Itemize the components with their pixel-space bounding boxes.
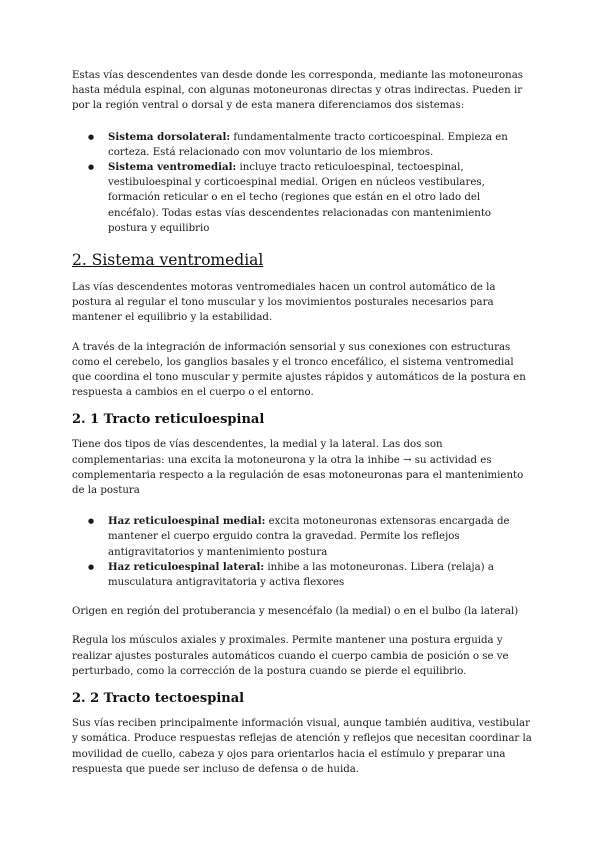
paragraph: Regula los músculos axiales y proximales. Permite mantener una postura erguida y realizar ajustes posturales automáticos cuando el cuerpo cambia de posición o se ve perturbado, como la corrección de la postura cuando se pierde el equilibrio. — [72, 635, 509, 677]
subsection-heading: 2. 2 Tracto tectoespinal — [72, 691, 245, 707]
tracts-list — [72, 514, 532, 590]
paragraph: A través de la integración de información sensorial y sus conexiones con estructuras como el cerebelo, los ganglios basales y el tronco encefálico, el sistema ventromedial que coordina el tono muscular y permite ajustes rápidos y automáticos de la postura en respuesta a cambios en el cuerpo o el entorno. — [72, 341, 526, 399]
list-term: Haz reticuloespinal medial: — [108, 515, 266, 528]
systems-list — [72, 130, 532, 236]
list-text: inhibe a las motoneuronas. Libera (relaja) a musculatura antigravitatoria y activa flexores — [108, 561, 494, 589]
section-heading: 2. Sistema ventromedial — [72, 251, 264, 270]
list-term: Sistema dorsolateral: — [108, 130, 231, 143]
list-term: Sistema ventromedial: — [108, 161, 237, 174]
paragraph: Sus vías reciben principalmente información visual, aunque también auditiva, vestibular y somática. Produce respuestas reflejas de atención y reflejos que necesitan coordinar la movilidad de cuello, cabeza y ojos para orientarlos hacia el estímulo y preparar una respuesta que puede ser incluso de defensa o de huida. — [72, 718, 532, 775]
list-item — [72, 160, 532, 236]
list-item — [72, 130, 532, 160]
document-page — [72, 68, 532, 777]
list-term: Haz reticuloespinal lateral: — [108, 560, 265, 573]
paragraph: Tiene dos tipos de vías descendentes, la medial y la lateral. Las dos son complementarias: una excita la motoneurona y la otra la inhibe → su actividad es complementaria respecto a la regulación de esas motoneuronas para el mantenimiento de la postura — [72, 439, 524, 497]
paragraph: Origen en región del protuberancia y mesencéfalo (la medial) o en el bulbo (la lateral) — [72, 606, 519, 618]
list-text: excita motoneuronas extensoras encargada de mantener el cuerpo erguido contra la gravedad. Permite los reflejos antigravitatorios y mantenimiento postura — [108, 516, 510, 558]
list-item — [72, 514, 532, 560]
subsection-heading: 2. 1 Tracto reticuloespinal — [72, 412, 265, 428]
intro-paragraph: Estas vías descendentes van desde donde les corresponda, mediante las motoneuronas hasta médula espinal, con algunas motoneuronas directas y otras indirectas. Pueden ir por la región ventral o dorsal y de esta manera diferenciamos dos sistemas: — [72, 70, 524, 112]
paragraph: Las vías descendentes motoras ventromediales hacen un control automático de la postura al regular el tono muscular y los movimientos posturales necesarios para mantener el equilibrio y la estabilidad. — [72, 282, 496, 324]
list-text: incluye tracto reticuloespinal, tectoespinal, vestibuloespinal y corticoespinal medial. Origen en núcleos vestibulares, formación reticular o en el techo (regiones que están en el otro lado del encéfalo). Todas estas vías descendentes relacionadas con mantenimiento postura y equilibrio — [108, 162, 492, 234]
list-text: fundamentalmente tracto corticoespinal. Empieza en corteza. Está relacionado con mov voluntario de los miembros. — [108, 131, 508, 158]
list-item — [72, 560, 532, 590]
